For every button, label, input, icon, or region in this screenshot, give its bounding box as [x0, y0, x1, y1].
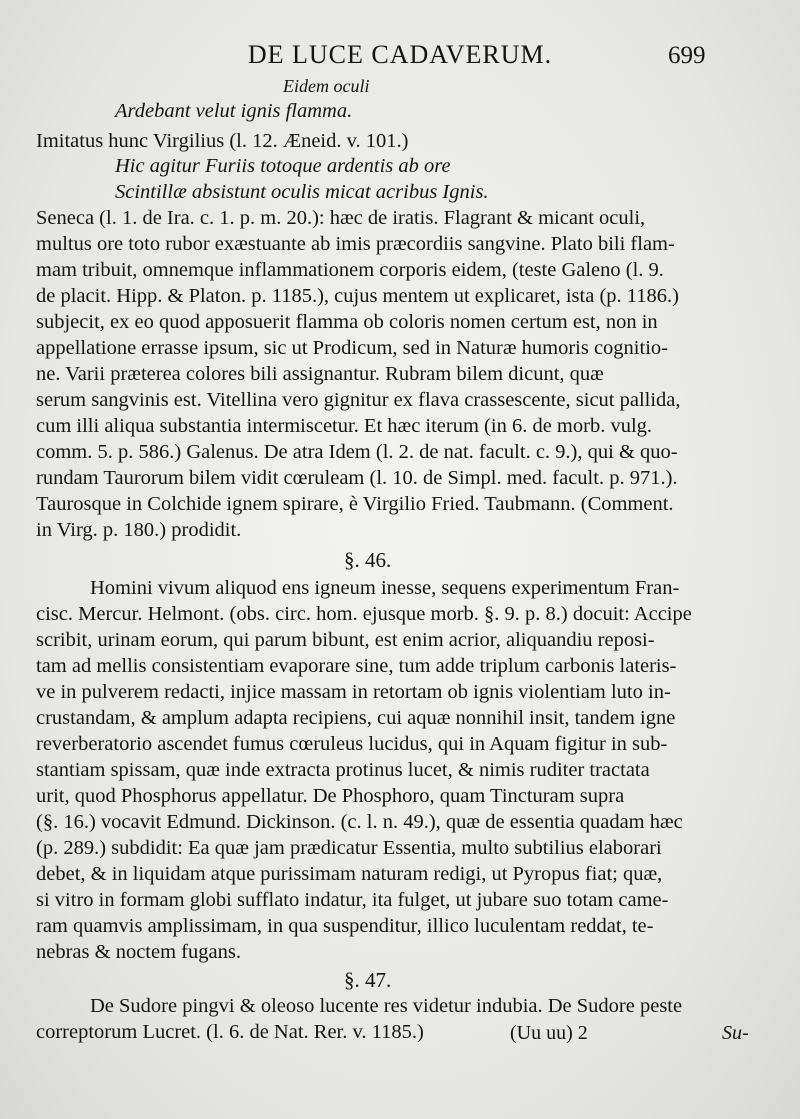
page-number: 699	[668, 42, 706, 69]
text-line: De Sudore pingvi & oleoso lucente res videtur indubia. De Sudore peste	[90, 995, 683, 1017]
text-line: urit, quod Phosphorus appellatur. De Phosphoro, quam Tincturam supra	[36, 785, 625, 807]
section-heading: §. 46.	[344, 548, 392, 572]
text-line: Homini vivum aliquod ens igneum inesse, sequens experimentum Fran-	[90, 577, 680, 599]
text-line: comm. 5. p. 586.) Galenus. De atra Idem (l. 2. de nat. facult. c. 9.), qui & quo-	[36, 441, 678, 463]
text-line: scribit, urinam eorum, qui parum bibunt, est enim acrior, aliquandiu reposi-	[36, 629, 655, 651]
signature-mark: (Uu uu) 2	[510, 1022, 588, 1044]
text-line: (p. 289.) subdidit: Ea quæ jam prædicatur Essentia, multo subtilius elaborari	[36, 837, 662, 859]
text-line: serum sangvinis est. Vitellina vero gignitur ex flava crassescente, sicut pallida,	[36, 389, 681, 411]
text-line: (§. 16.) vocavit Edmund. Dickinson. (c. l. n. 49.), quæ de essentia quadam hæc	[36, 811, 683, 833]
text-line: Taurosque in Colchide ignem spirare, è Virgilio Fried. Taubmann. (Comment.	[36, 493, 674, 515]
text-line: tam ad mellis consistentiam evaporare sine, tum adde triplum carbonis lateris-	[36, 655, 677, 677]
text-line: rundam Taurorum bilem vidit cœruleam (l. 10. de Simpl. med. facult. p. 971.).	[36, 467, 678, 489]
verse-line: Scintillæ absistunt oculis micat acribus Ignis.	[115, 181, 489, 203]
text-line: de placit. Hipp. & Platon. p. 1185.), cujus mentem ut explicaret, ista (p. 1186.)	[36, 285, 679, 307]
carried-catchline: Eidem oculi	[283, 76, 370, 96]
text-line: crustandam, & amplum adapta recipiens, cui aquæ nonnihil insit, tandem igne	[36, 707, 676, 729]
text-line: correptorum Lucret. (l. 6. de Nat. Rer. v. 1185.)	[36, 1021, 424, 1043]
text-line: Seneca (l. 1. de Ira. c. 1. p. m. 20.): hæc de iratis. Flagrant & micant oculi,	[36, 207, 646, 229]
text-line: subjecit, ex eo quod apposuerit flamma ob coloris nomen certum est, non in	[36, 311, 658, 333]
text-line: si vitro in formam globi sufflato indatur, ita fulget, ut jubare suo totam came-	[36, 889, 669, 911]
verse-line: Hic agitur Furiis totoque ardentis ab ore	[115, 155, 451, 177]
section-heading: §. 47.	[344, 968, 392, 992]
text-line: appellatione errasse ipsum, sic ut Prodicum, sed in Naturæ humoris cognitio-	[36, 337, 668, 359]
text-line: in Virg. p. 180.) prodidit.	[36, 519, 242, 541]
text-line: cisc. Mercur. Helmont. (obs. circ. hom. ejusque morb. §. 9. p. 8.) docuit: Accipe	[36, 603, 692, 625]
text-line: ram quamvis amplissimam, in qua suspenditur, illico luculentam reddat, te-	[36, 915, 654, 937]
text-line: ne. Varii præterea colores bili assignantur. Rubram bilem dicunt, quæ	[36, 363, 604, 385]
text-line: cum illi aliqua substantia intermiscetur. Et hæc iterum (in 6. de morb. vulg.	[36, 415, 653, 437]
text-line: debet, & in liquidam atque purissimam naturam redigi, ut Pyropus fiat; quæ,	[36, 863, 663, 885]
running-head-title: DE LUCE CADAVERUM.	[247, 40, 553, 69]
text-line: mam tribuit, omnemque inflammationem corporis eidem, (teste Galeno (l. 9.	[36, 259, 664, 281]
text-line: nebras & noctem fugans.	[36, 941, 241, 963]
text-line: reverberatorio ascendet fumus cœruleus lucidus, qui in Aquam figitur in sub-	[36, 733, 668, 755]
catchword: Su-	[722, 1022, 749, 1044]
text-line: multus ore toto rubor exæstuante ab imis præcordiis sangvine. Plato bili flam-	[36, 233, 675, 255]
text-line: stantiam spissam, quæ inde extracta protinus lucet, & nimis ruditer tractata	[36, 759, 650, 781]
text-line: Imitatus hunc Virgilius (l. 12. Æneid. v. 101.)	[36, 130, 409, 152]
text-line: ve in pulverem redacti, injice massam in retortam ob ignis violentiam luto in-	[36, 681, 671, 703]
verse-line: Ardebant velut ignis flamma.	[115, 100, 353, 122]
